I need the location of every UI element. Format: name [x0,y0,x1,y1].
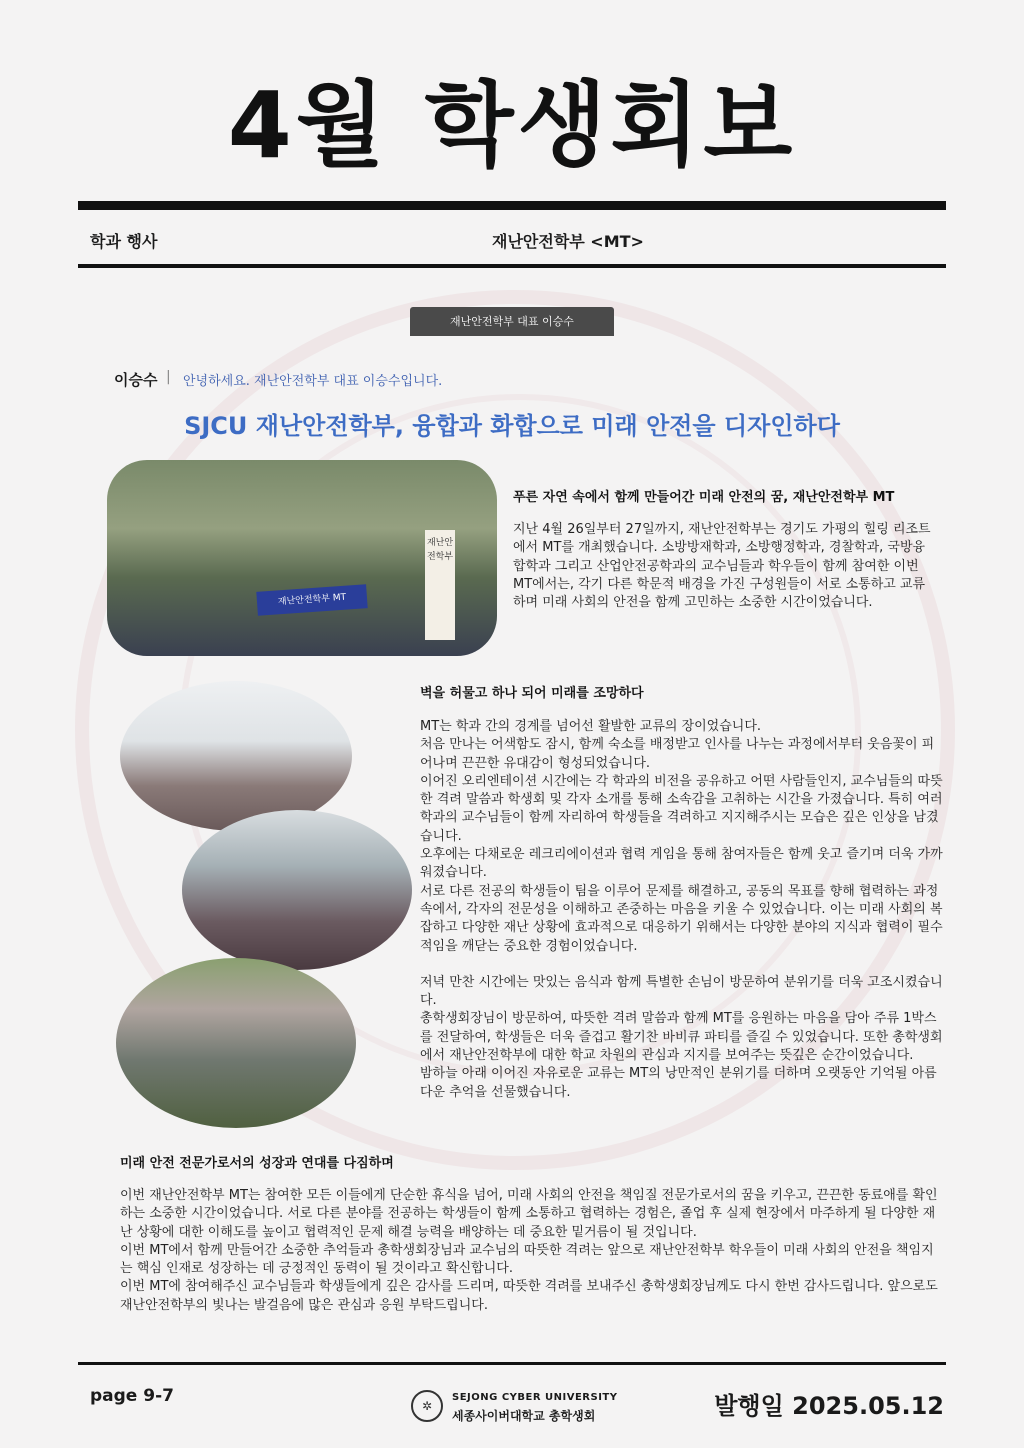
article3-paragraph: 이번 MT에서 함께 만들어간 소중한 추억들과 총학생회장님과 교수님의 따뜻한 격려는 앞으로 재난안전학부 학우들이 미래 사회의 안전을 책임지는 핵심 인재로 성장하는 데 긍정적인 동력이 될 것이라고 확신합니다. [120,1242,934,1277]
section-event: 재난안전학부 <MT> [492,232,644,251]
university-name-en: SEJONG CYBER UNIVERSITY [452,1392,618,1403]
group-photo-banner: 재난안전학부 MT [256,584,367,616]
publish-date: 발행일 2025.05.12 [714,1392,944,1420]
author-name: 이승수 [114,371,158,389]
article-headline: SJCU 재난안전학부, 융합과 화합으로 미래 안전을 디자인하다 [184,412,840,440]
article2-paragraph: 저녁 만찬 시간에는 맛있는 음식과 함께 특별한 손님이 방문하여 분위기를 더욱 고조시켰습니다. [420,974,943,1009]
article2-paragraph: 밤하늘 아래 이어진 자유로운 교류는 MT의 낭만적인 분위기를 더하며 오랫동안 기억될 아름다운 추억을 선물했습니다. [420,1066,937,1100]
barbecue-photo [116,958,356,1128]
university-name-ko: 세종사이버대학교 총학생회 [452,1409,596,1423]
top-divider [78,201,946,210]
article3-heading: 미래 안전 전문가로서의 성장과 연대를 다짐하며 [120,1156,394,1171]
article2-paragraph: 처음 만나는 어색함도 잠시, 함께 숙소를 배정받고 인사를 나누는 과정에서부터 웃음꽃이 피어나며 끈끈한 유대감이 형성되었습니다. [420,737,935,771]
section-divider [78,264,946,268]
article2-paragraph: 서로 다른 전공의 학생들이 팀을 이루어 문제를 해결하고, 공동의 목표를 향해 협력하는 과정 속에서, 각자의 전문성을 이해하고 존중하는 마음을 키울 수 있었습니다. 이는 미래 사회의 복잡하고 다양한 재난 상황에 효과적으로 대응하기 위해서는 다양한 분야의 지식과 협력이 필수적임을 깨닫는 중요한 경험이었습니다. [420,883,943,954]
article2-paragraph: 오후에는 다채로운 레크리에이션과 협력 게임을 통해 참여자들은 함께 웃고 즐기며 더욱 가까워졌습니다. [420,847,943,881]
article3-body [120,1187,942,1315]
footer-divider [78,1362,946,1365]
university-seal-icon: ✲ [411,1390,443,1422]
group-photo-stand: 재난안전학부 [425,530,455,640]
author-badge: 재난안전학부 대표 이승수 [410,307,614,336]
article2-paragraph: MT는 학과 간의 경계를 넘어선 활발한 교류의 장이었습니다. [420,719,762,734]
article1-body: 지난 4월 26일부터 27일까지, 재난안전학부는 경기도 가평의 힐링 리조트에서 MT를 개최했습니다. 소방방재학과, 소방행정학과, 경찰학과, 국방융합학과 그리고 산업안전공학과의 교수님들과 학우들이 함께 참여한 이번 MT에서는, 각기 다른 학문적 배경을 가진 구성원들이 서로 소통하고 교류하며 미래 사회의 안전을 함께 고민하는 소중한 시간이었습니다. [513,522,931,611]
author-greeting: 안녕하세요. 재난안전학부 대표 이승수입니다. [183,374,443,389]
article3-paragraph: 이번 재난안전학부 MT는 참여한 모든 이들에게 단순한 휴식을 넘어, 미래 사회의 안전을 책임질 전문가로서의 꿈을 키우고, 끈끈한 동료애를 확인하는 소중한 시간이었습니다. 서로 다른 분야를 전공하는 학생들이 함께 소통하고 협력하는 경험은, 졸업 후 실제 현장에서 마주하게 될 다양한 재난 상황에 대한 이해도를 높이고 협력적인 문제 해결 능력을 배양하는 데 중요한 밑거름이 될 것입니다. [120,1188,938,1240]
article2-paragraph: 총학생회장님이 방문하여, 따뜻한 격려 말씀과 함께 MT를 응원하는 마음을 담아 주류 1박스를 전달하여, 학생들은 더욱 즐겁고 활기찬 바비큐 파티를 즐길 수 있었습니다. 또한 총학생회에서 재난안전학부에 대한 학교 차원의 관심과 지지를 보여주는 뜻깊은 순간이었습니다. [420,1011,943,1064]
hall-photo [182,810,412,970]
newsletter-title: 4월 학생회보 [227,72,797,179]
page-number: page 9-7 [90,1386,174,1406]
article2-paragraph: 이어진 오리엔테이션 시간에는 각 학과의 비전을 공유하고 어떤 사람들인지, 교수님들의 따뜻한 격려 말씀과 학생회 및 각자 소개를 통해 소속감을 고취하는 시간을 가졌습니다. 특히 여러 학과의 교수님들이 함께 자리하여 학생들을 격려하고 지지해주시는 모습은 깊은 인상을 남겼습니다. [420,773,943,844]
spacer [420,956,946,974]
article1-heading: 푸른 자연 속에서 함께 만들어간 미래 안전의 꿈, 재난안전학부 MT [513,490,895,505]
group-photo [107,460,497,656]
article2-heading: 벽을 허물고 하나 되어 미래를 조망하다 [420,686,644,701]
section-category: 학과 행사 [90,232,158,251]
article2-body [420,718,946,1102]
orientation-photo [120,681,352,831]
author-separator: | [166,369,171,385]
article3-paragraph: 이번 MT에 참여해주신 교수님들과 학생들에게 깊은 감사를 드리며, 따뜻한 격려를 보내주신 총학생회장님께도 다시 한번 감사드립니다. 앞으로도 재난안전학부의 빛나는 발걸음에 많은 관심과 응원 부탁드립니다. [120,1279,938,1313]
